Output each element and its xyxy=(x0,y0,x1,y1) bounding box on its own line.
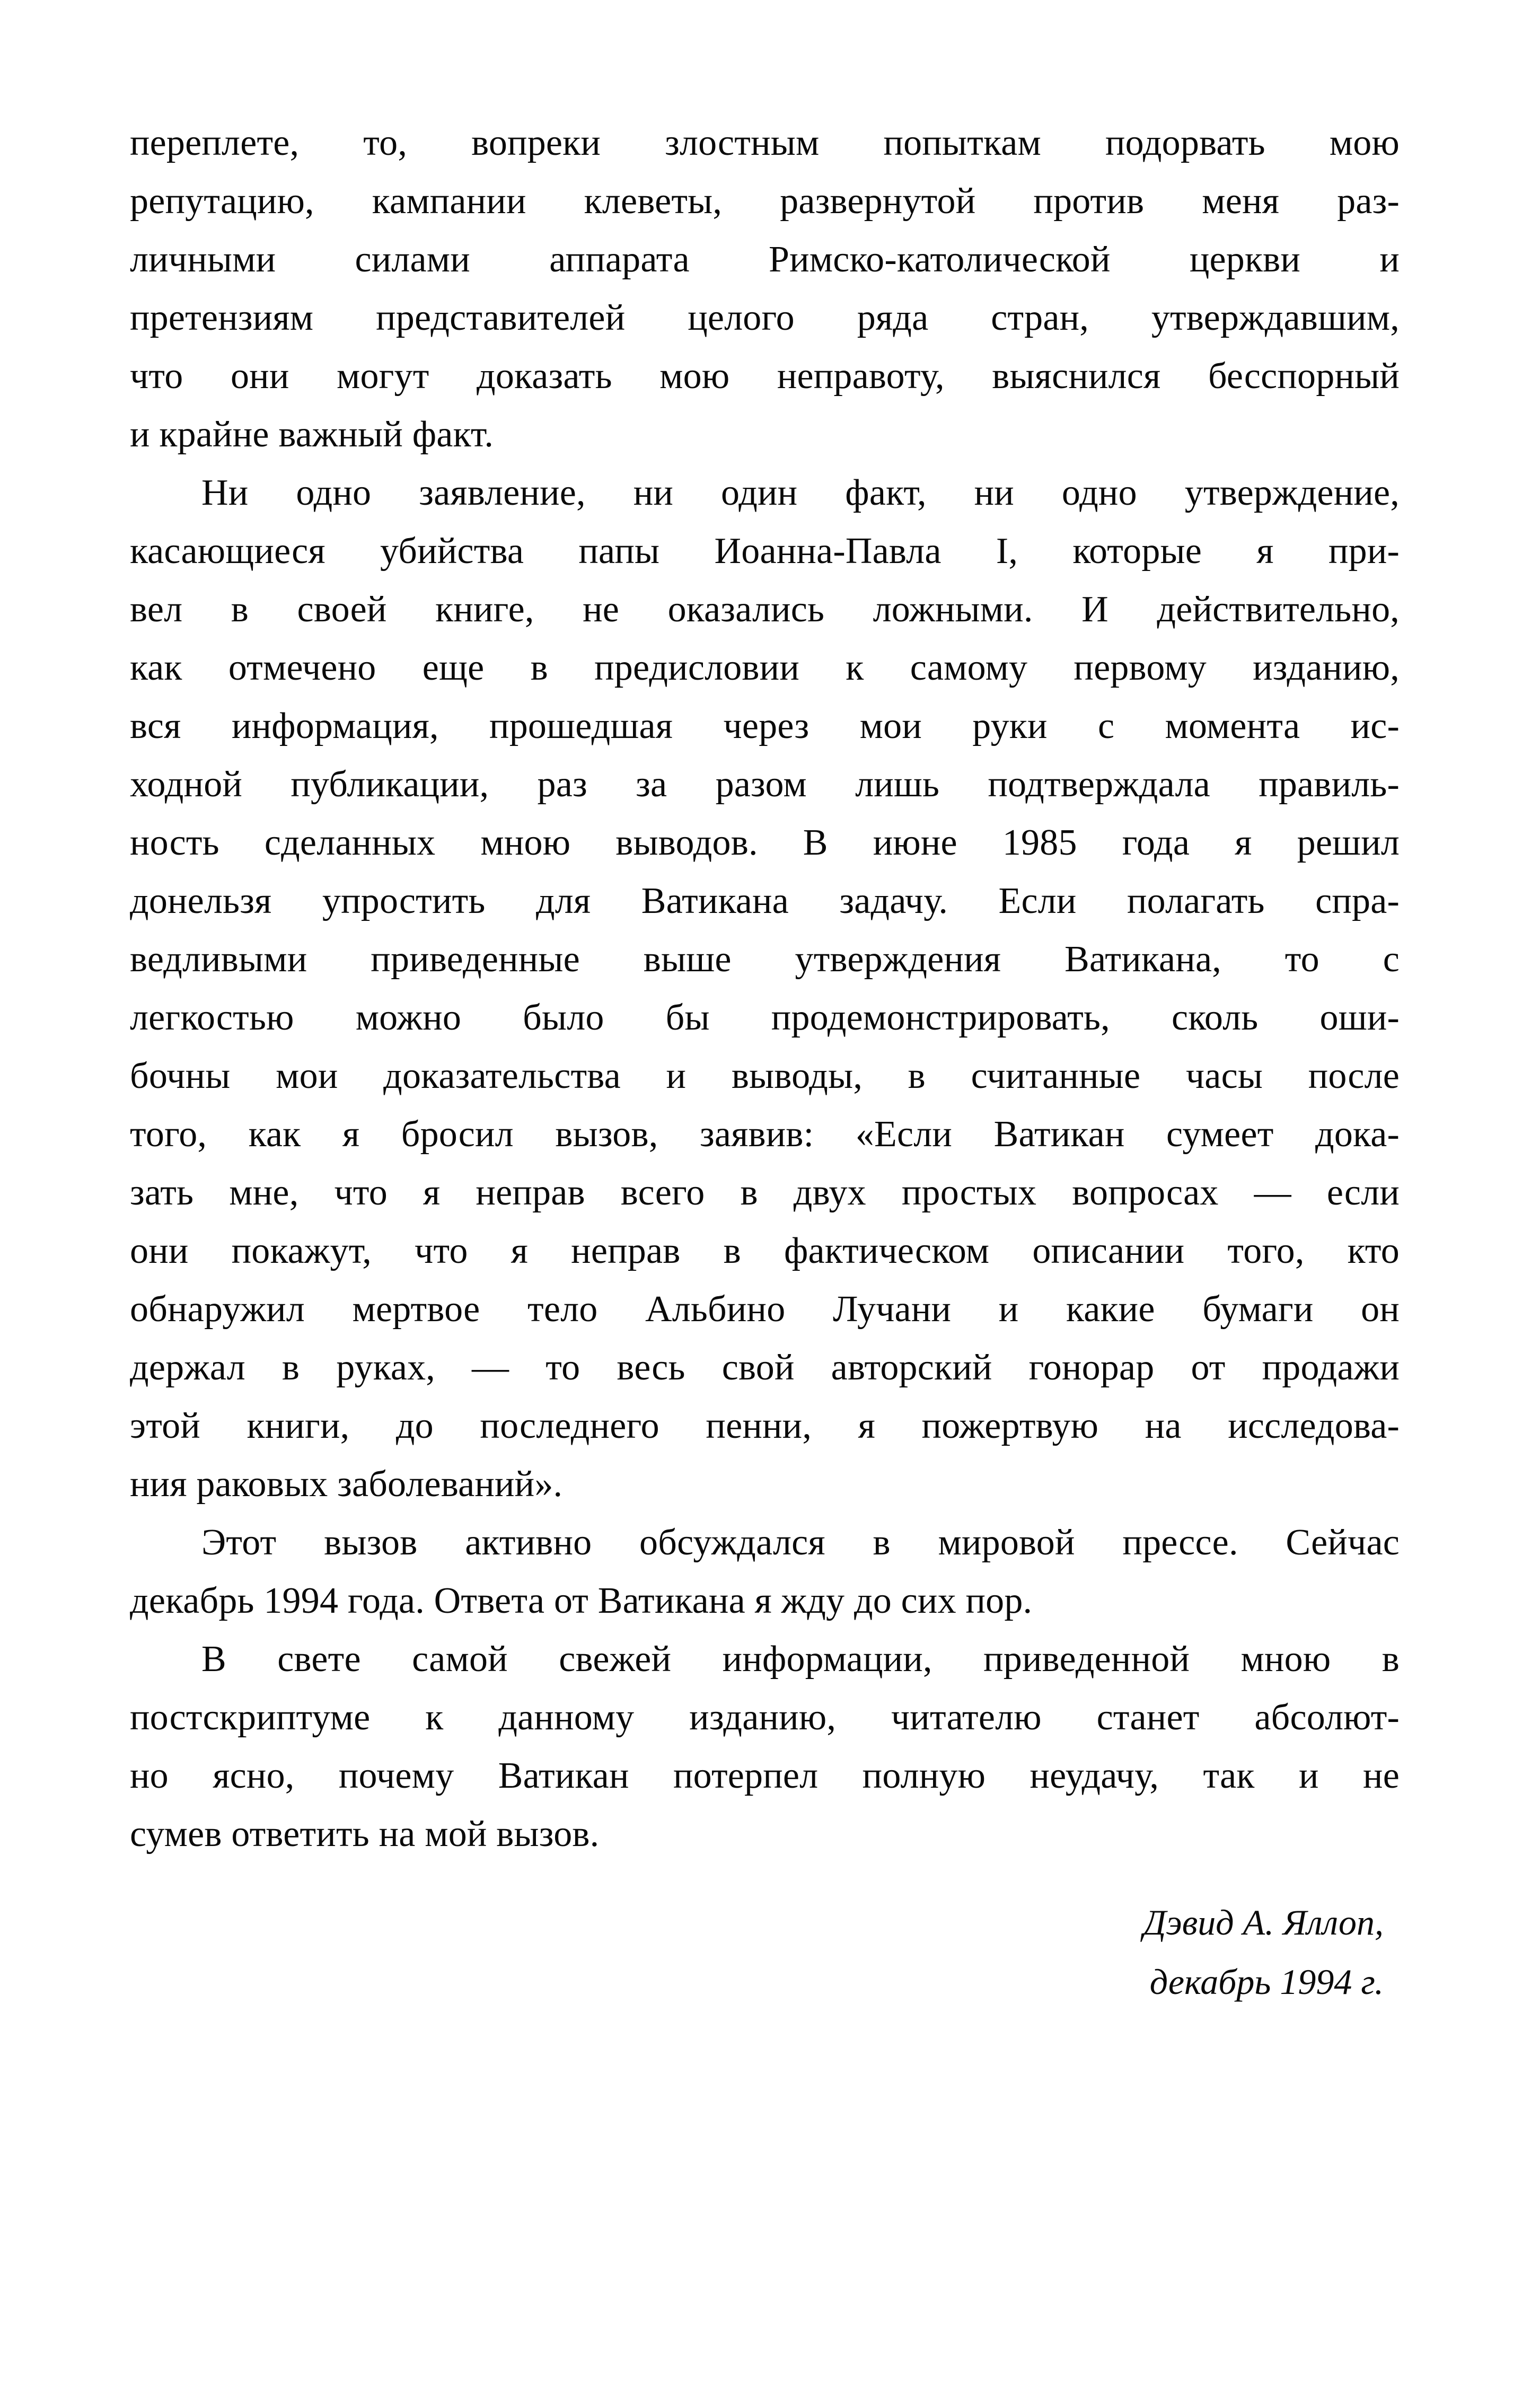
text-line: претензиям представителей целого ряда стран, утверждавшим, xyxy=(130,297,1400,338)
text-line: касающиеся убийства папы Иоанна-Павла I, которые я при- xyxy=(130,531,1400,572)
text-line: но ясно, почему Ватикан потерпел полную неудачу, так и не xyxy=(130,1755,1400,1796)
text-line: ведливыми приведенные выше утверждения Ватикана, то с xyxy=(130,939,1400,980)
text-line: переплете, то, вопреки злостным попыткам подорвать мою xyxy=(130,122,1400,163)
paragraph xyxy=(130,114,1400,464)
text-line: зать мне, что я неправ всего в двух простых вопросах — если xyxy=(130,1172,1400,1213)
text-line: вел в своей книге, не оказались ложными. И действительно, xyxy=(130,589,1400,630)
text-line: донельзя упростить для Ватикана задачу. Если полагать спра- xyxy=(130,881,1400,921)
signature-date: декабрь 1994 г. xyxy=(1149,1962,1384,2002)
text-line: ния раковых заболеваний». xyxy=(130,1464,563,1505)
text-line: репутацию, кампании клеветы, развернутой против меня раз- xyxy=(130,181,1400,222)
signature-author: Дэвид А. Яллоп, xyxy=(1143,1902,1384,1943)
text-line: держал в руках, — то весь свой авторский гонорар от продажи xyxy=(130,1347,1400,1388)
text-line: ходной публикации, раз за разом лишь подтверждала правиль- xyxy=(130,764,1400,805)
text-line: они покажут, что я неправ в фактическом описании того, кто xyxy=(130,1231,1400,1271)
page-text xyxy=(130,114,1400,1864)
text-line: этой книги, до последнего пенни, я пожертвую на исследова- xyxy=(130,1405,1400,1446)
text-line: личными силами аппарата Римско-католической церкви и xyxy=(130,239,1400,280)
text-line: ность сделанных мною выводов. В июне 1985 года я решил xyxy=(130,822,1400,863)
paragraph xyxy=(130,1630,1400,1864)
text-line: как отмечено еще в предисловии к самому первому изданию, xyxy=(130,647,1400,688)
text-line: бочны мои доказательства и выводы, в считанные часы после xyxy=(130,1056,1400,1096)
text-line: Этот вызов активно обсуждался в мировой прессе. Сейчас xyxy=(201,1522,1400,1563)
text-line: легкостью можно было бы продемонстрировать, сколь оши- xyxy=(130,997,1400,1038)
text-line: постскриптуме к данному изданию, читателю станет абсолют- xyxy=(130,1697,1400,1738)
text-line: и крайне важный факт. xyxy=(130,414,494,455)
text-line: Ни одно заявление, ни один факт, ни одно утверждение, xyxy=(201,472,1400,513)
text-line: вся информация, прошедшая через мои руки с момента ис- xyxy=(130,706,1400,746)
text-line: декабрь 1994 года. Ответа от Ватикана я жду до сих пор. xyxy=(130,1580,1033,1621)
paragraph xyxy=(130,464,1400,1514)
text-line: того, как я бросил вызов, заявив: «Если Ватикан сумеет дока- xyxy=(130,1114,1400,1155)
text-line: что они могут доказать мою неправоту, выяснился бесспорный xyxy=(130,356,1400,397)
signature xyxy=(130,1893,1400,2011)
text-line: обнаружил мертвое тело Альбино Лучани и какие бумаги он xyxy=(130,1289,1400,1330)
text-line: сумев ответить на мой вызов. xyxy=(130,1814,600,1855)
paragraph xyxy=(130,1514,1400,1630)
text-line: В свете самой свежей информации, приведенной мною в xyxy=(201,1639,1400,1680)
